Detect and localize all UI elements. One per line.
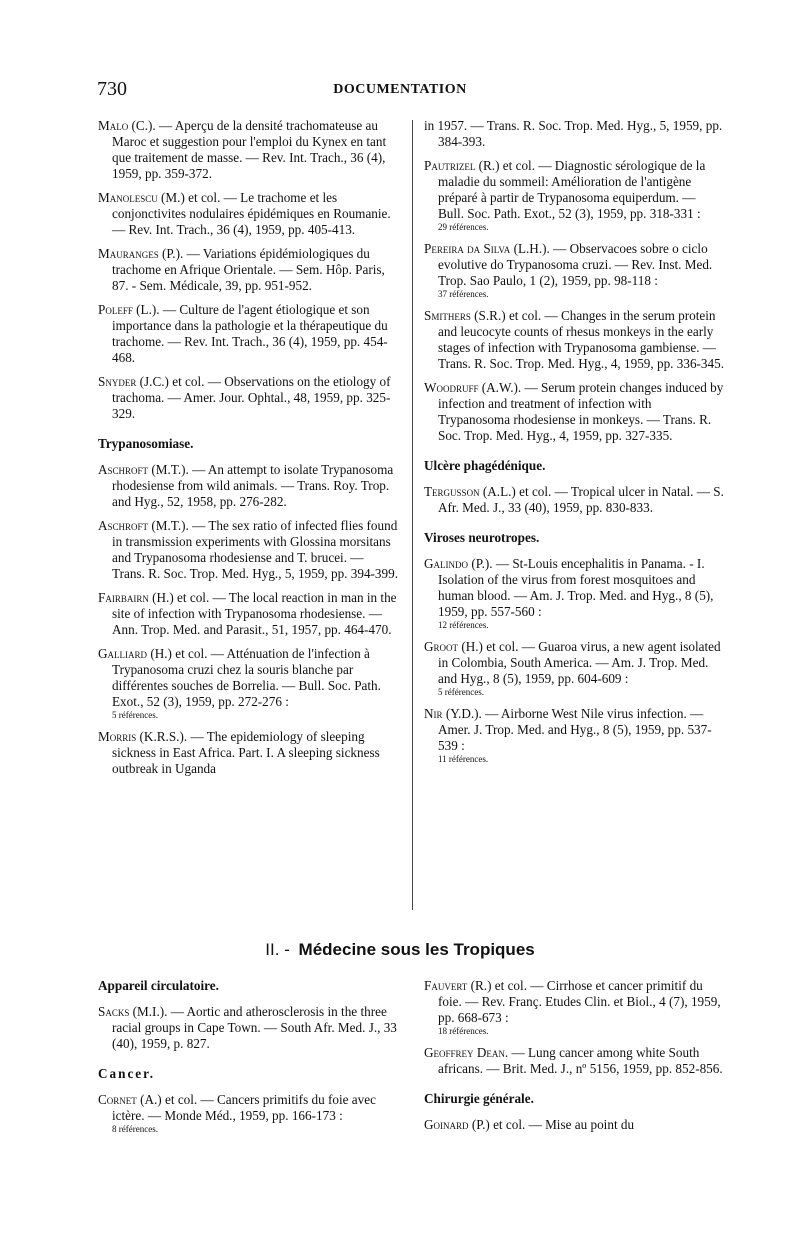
bibliography-entry [424,380,724,444]
left-column-top [98,118,398,785]
entry-author: Mauranges (P.). [98,246,184,261]
bibliography-entry [424,118,724,150]
bibliography-entry [98,1092,398,1135]
bibliography-entry [98,462,398,510]
entry-references: 12 références. [438,620,489,630]
entry-text: — Airborne West Nile virus infection. — Amer. J. Trop. Med. and Hyg., 8 (5), 1959, pp. 537-539 : [438,706,712,753]
entry-references: 29 références. [438,222,489,232]
bibliography-entry [98,118,398,182]
entry-author: Poleff (L.). [98,302,160,317]
entry-author: Aschroft (M.T.). [98,462,189,477]
entry-author: Aschroft (M.T.). [98,518,189,533]
entry-text: — Serum protein changes induced by infection and treatment of infection with Trypanosoma rhodesiense in monkeys. — Trans. R. Soc. Trop. Med. Hyg., 4, 1959, pp. 327-335. [438,380,724,443]
entry-author: Smithers (S.R.) [424,308,506,323]
entry-text: et col. — Cancers primitifs du foie avec ictère. — Monde Méd., 1959, pp. 166-173 : [112,1092,376,1123]
entry-text: — Variations épidémiologiques du trachome en Afrique Orientale. — Sem. Hôp. Paris, 87. - Sem. Médicale, 39, pp. 951-952. [112,246,385,293]
entry-text: et col. — Mise au point du [493,1117,635,1132]
bibliography-entry [424,1117,724,1133]
bibliography-entry [424,1045,724,1077]
column-divider [412,120,413,910]
section-heading-cancer: Cancer. [98,1066,156,1081]
entry-author: Snyder (J.C.) [98,374,169,389]
entry-references: 37 références. [438,289,489,299]
entry-references: 8 références. [112,1124,158,1134]
entry-author: Manolescu (M.) [98,190,185,205]
section-heading-trypanosomiase: Trypanosomiase. [98,436,194,451]
entry-author: Tergusson (A.L.) [424,484,516,499]
entry-text: — Aortic and atherosclerosis in the three racial groups in Cape Town. — South Afr. Med. J., 33 (40), 1959, p. 827. [112,1004,397,1051]
bibliography-entry [98,646,398,721]
entry-author: Galliard (H.) [98,646,172,661]
entry-references: 5 références. [112,710,158,720]
bibliography-entry [98,374,398,422]
entry-author: Malo (C.). [98,118,156,133]
entry-references: 11 références. [438,754,489,764]
bibliography-entry [98,190,398,238]
bibliography-entry [98,590,398,638]
bibliography-entry [424,639,724,698]
entry-text: et col. — Atténuation de l'infection à Trypanosoma cruzi chez la souris blanche par différentes souches de Borrelia. — Bull. Soc. Path. Exot., 52 (3), 1959, pp. 272-276 : [112,646,381,709]
entry-text: et col. — The local reaction in man in the site of infection with Trypanosoma rhodesiense. — Ann. Trop. Med. and Parasit., 51, 1957, pp. 464-470. [112,590,397,637]
entry-text: — Aperçu de la densité trachomateuse au Maroc et suggestion pour l'emploi du Kynex en tant que traitement de masse. — Rev. Int. Trach., 36 (4), 1959, pp. 359-372. [112,118,387,181]
entry-author: Cornet (A.) [98,1092,162,1107]
entry-author: Pereira da Silva (L.H.). [424,241,550,256]
bibliography-entry [424,241,724,300]
right-column-bottom [424,978,724,1141]
entry-text: in 1957. — Trans. R. Soc. Trop. Med. Hyg., 5, 1959, pp. 384-393. [424,118,723,149]
entry-text: — The sex ratio of infected flies found in transmission experiments with Glossina morsitans and Trypanosoma rhodesiense and T. brucei. — Trans. R. Soc. Trop. Med. Hyg., 5, 1959, pp. 394-399. [112,518,399,581]
entry-author: Sacks (M.I.). [98,1004,168,1019]
entry-text: et col. — Cirrhose et cancer primitif du foie. — Rev. Franç. Etudes Clin. et Biol., 4 (7), 1959, pp. 668-673 : [438,978,721,1025]
entry-text: et col. — Le trachome et les conjonctivites nodulaires épidémiques en Roumanie. — Rev. Int. Trach., 36 (4), 1959, pp. 405-413. [112,190,391,237]
entry-text: — Culture de l'agent étiologique et son importance dans la pathologie et la thérapeutique du trachome. — Rev. Int. Trach., 36 (4), 1959, pp. 454-468. [112,302,388,365]
section-heading-chirurgie: Chirurgie générale. [424,1091,534,1106]
entry-author: Morris (K.R.S.). [98,729,188,744]
entry-text: et col. — Tropical ulcer in Natal. — S. Afr. Med. J., 33 (40), 1959, pp. 830-833. [438,484,724,515]
bibliography-entry [424,556,724,631]
entry-author: Nir (Y.D.). [424,706,482,721]
bibliography-entry [424,706,724,765]
bibliography-entry [98,1004,398,1052]
bibliography-entry [98,518,398,582]
entry-references: 5 références. [438,687,484,697]
running-title: DOCUMENTATION [333,82,467,97]
left-column-bottom [98,978,398,1143]
part-title [0,940,800,960]
entry-text: — St-Louis encephalitis in Panama. - I. Isolation of the virus from forest mosquitoes and human blood. — Am. J. Trop. Med. and Hyg., 8 (5), 1959, pp. 557-560 : [438,556,714,619]
entry-references: 18 références. [438,1026,489,1036]
bibliography-entry [98,729,398,777]
section-heading-viroses: Viroses neurotropes. [424,530,540,545]
entry-text: — Observacoes sobre o ciclo evolutive do Trypanosoma cruzi. — Rev. Inst. Med. Trop. Sao Paulo, 1 (2), 1959, pp. 98-118 : [438,241,713,288]
section-heading-ulcere: Ulcère phagédénique. [424,458,546,473]
entry-text: et col. — Guaroa virus, a new agent isolated in Colombia, South America. — Am. J. Trop. Med. and Hyg., 8 (5), 1959, pp. 604-609 : [438,639,721,686]
entry-author: Fauvert (R.) [424,978,492,993]
entry-text: — The epidemiology of sleeping sickness in East Africa. Part. I. A sleeping sickness outbreak in Uganda [112,729,380,776]
entry-text: — Lung cancer among white South africans. — Brit. Med. J., nº 5156, 1959, pp. 852-856. [438,1045,723,1076]
bibliography-entry [424,158,724,233]
bibliography-entry [98,246,398,294]
entry-author: Fairbairn (H.) [98,590,174,605]
page-number: 730 [97,78,127,100]
part-title-text: Médecine sous les Tropiques [298,940,535,959]
entry-text: et col. — Observations on the etiology of trachoma. — Amer. Jour. Ophtal., 48, 1959, pp. 325-329. [112,374,391,421]
section-heading-appareil: Appareil circulatoire. [98,978,219,993]
entry-author: Pautrizel (R.) [424,158,500,173]
entry-text: et col. — Diagnostic sérologique de la maladie du sommeil: Amélioration de l'antigène préparé à partir de Trypanosoma equiperdum. — Bull. Soc. Path. Exot., 52 (3), 1959, pp. 318-331 : [438,158,706,221]
entry-text: et col. — Changes in the serum protein and leucocyte counts of rhesus monkeys in the early stages of infection with Trypanosoma gambiense. — Trans. R. Soc. Trop. Med. Hyg., 4, 1959, pp. 336-345. [438,308,725,371]
bibliography-entry [424,308,724,372]
entry-text: — An attempt to isolate Trypanosoma rhodesiense from wild animals. — Trans. Roy. Trop. and Hyg., 52, 1958, pp. 276-282. [112,462,394,509]
right-column-top [424,118,724,773]
entry-author: Geoffrey Dean. [424,1045,509,1060]
entry-author: Galindo (P.). [424,556,493,571]
entry-author: Woodruff (A.W.). [424,380,522,395]
entry-author: Goinard (P.) [424,1117,490,1132]
bibliography-entry [424,978,724,1037]
entry-author: Groot (H.) [424,639,483,654]
part-number: II. - [265,940,290,959]
bibliography-entry [98,302,398,366]
bibliography-entry [424,484,724,516]
